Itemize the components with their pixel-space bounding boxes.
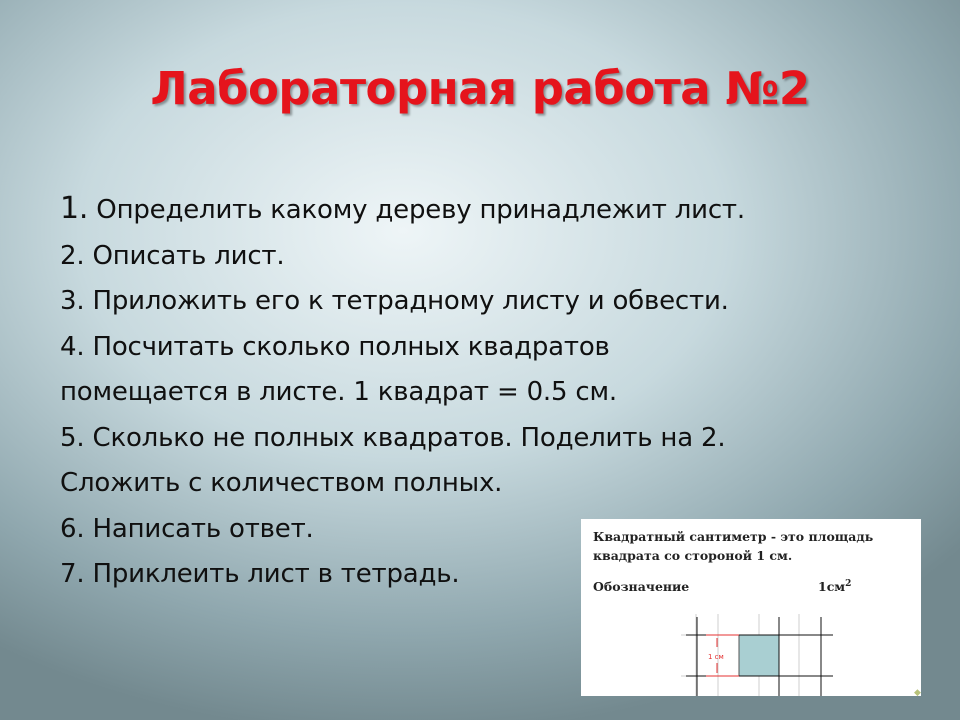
- step-line: 7. Приклеить лист в тетрадь.: [60, 559, 460, 589]
- definition-text: Квадратный сантиметр - это площадь квадрата со стороной 1 см.: [593, 529, 874, 563]
- step-line: 6. Написать ответ.: [60, 513, 314, 544]
- unit-notation: Обозначение $1см^2$: [593, 579, 852, 595]
- step-line: 5. Сколько не полных квадратов. Поделить на 2.: [60, 422, 726, 453]
- unit-symbol: $1см^2$: [818, 579, 852, 595]
- step-line: 4. Посчитать сколько полных квадратов: [60, 331, 610, 362]
- step-line-continued: помещается в листе. 1 квадрат = 0.5 см.: [60, 377, 617, 407]
- slide-title: Лабораторная работа №2: [150, 62, 810, 115]
- grid-diagram: [581, 519, 921, 696]
- side-length-label: 1 см: [708, 653, 724, 661]
- step-line: 2. Описать лист.: [60, 240, 285, 271]
- unit-square: [739, 635, 779, 676]
- square-centimeter-figure: [581, 519, 921, 696]
- step-line: 3. Приложить его к тетрадному листу и обвести.: [60, 286, 729, 316]
- step-line: 1. Определить какому дереву принадлежит лист.: [60, 191, 745, 226]
- corner-icon: ◆: [914, 688, 921, 698]
- step-line-continued: Сложить с количеством полных.: [60, 468, 503, 498]
